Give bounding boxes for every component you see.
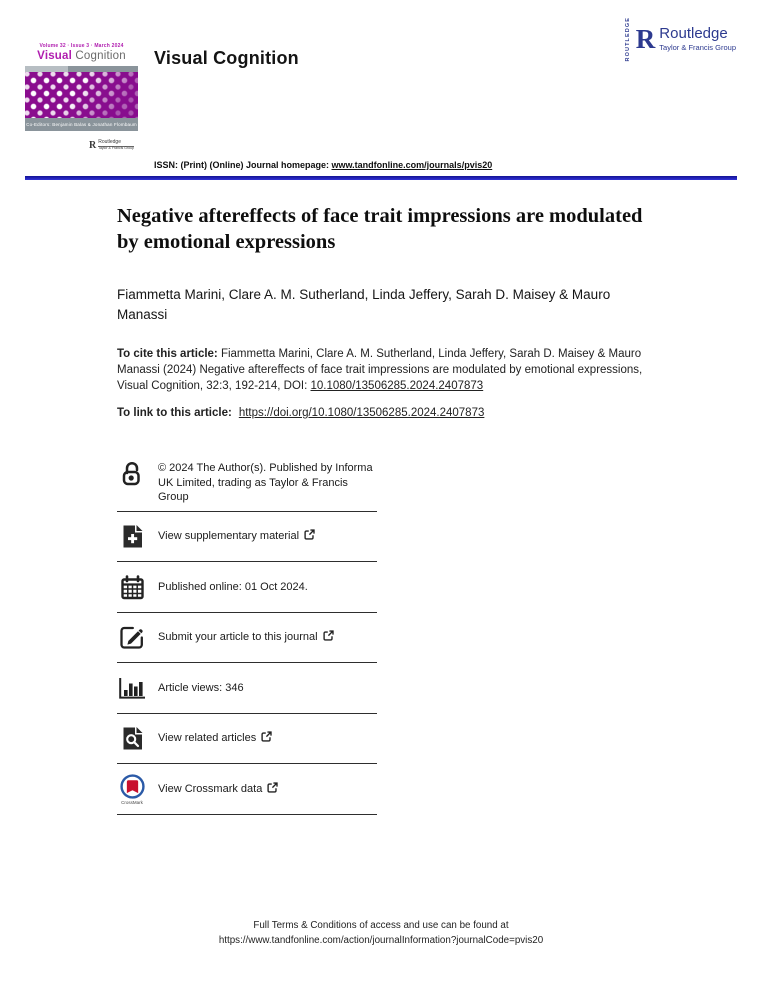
cover-artwork — [25, 66, 138, 131]
external-link-icon — [304, 529, 315, 540]
article-link-line: To link to this article: https://doi.org/10.1080/13506285.2024.2407873 — [117, 406, 485, 419]
terms-url: https://www.tandfonline.com/action/journalInformation?journalCode=pvis20 — [218, 934, 544, 946]
crossmark-logo-icon — [117, 774, 147, 805]
external-link-icon — [261, 731, 272, 742]
crossmark-row[interactable] — [117, 764, 377, 815]
article-authors: Fiammetta Marini, Clare A. M. Sutherland, Linda Jeffery, Sarah D. Maisey & Mauro Manassi — [117, 287, 611, 323]
cover-routledge-mini-logo: R Routledge Taylor & Francis Group — [88, 139, 134, 151]
cover-journal-title: Visual Cognition — [37, 50, 126, 62]
citation-block: To cite this article: Fiammetta Marini, Clare A. M. Sutherland, Linda Jeffery, Sarah D. Maisey & Mauro Manassi (2024) Negative aftereffects of face trait impressions are modulated by emotional expressions, Visual Cognition, 32:3, 192-214, DOI: 10.1080/13506285.2024.2407873 — [117, 347, 643, 392]
article-views-text: Article views: 346 — [158, 681, 244, 694]
license-row — [117, 452, 377, 512]
submit-article-link[interactable]: Submit your article to this journal — [158, 630, 334, 645]
journal-title-heading: Visual Cognition — [154, 48, 299, 68]
external-link-icon — [323, 630, 334, 641]
routledge-logo — [626, 17, 736, 61]
article-actions-list — [117, 452, 377, 815]
license-text: © 2024 The Author(s). Published by Informa UK Limited, trading as Taylor & Francis Group — [158, 462, 373, 504]
bar-chart-icon — [117, 678, 147, 699]
pencil-square-icon — [117, 626, 147, 649]
article-views-row — [117, 663, 377, 714]
submit-article-row[interactable] — [117, 613, 377, 664]
terms-footer — [0, 919, 762, 948]
published-online-row — [117, 562, 377, 613]
routledge-r-mark-icon: R — [635, 23, 656, 54]
supplementary-row[interactable] — [117, 512, 377, 563]
journal-cover-thumbnail — [25, 43, 138, 151]
cover-dot-pattern — [25, 72, 138, 118]
view-crossmark-link[interactable]: View Crossmark data — [158, 782, 278, 797]
routledge-tagline: Taylor & Francis Group — [659, 43, 736, 53]
routledge-name: Routledge — [659, 25, 728, 43]
document-plus-icon — [117, 524, 147, 549]
article-header — [117, 203, 657, 419]
terms-line: Full Terms & Conditions of access and use can be found at — [253, 920, 509, 931]
doi-link[interactable]: 10.1080/13506285.2024.2407873 — [310, 379, 484, 392]
view-related-articles-link[interactable]: View related articles — [158, 731, 272, 746]
issn-line: ISSN: (Print) (Online) Journal homepage: www.tandfonline.com/journals/pvis20 — [154, 160, 493, 170]
calendar-icon — [117, 575, 147, 600]
cover-volume-line: Volume 32 · Issue 3 · March 2024 — [39, 43, 124, 49]
crossmark-label: CrossMark — [121, 799, 143, 805]
cover-top-strip — [25, 66, 138, 72]
journal-homepage-link[interactable]: www.tandfonline.com/journals/pvis20 — [331, 160, 493, 170]
article-title: Negative aftereffects of face trait impressions are modulated by emotional expressions — [117, 205, 643, 254]
related-articles-row[interactable] — [117, 714, 377, 765]
cover-editors-band: Co-Editors: Benjamin Balas & Jonathan Flombaum — [25, 118, 138, 131]
article-doi-url-link[interactable]: https://doi.org/10.1080/13506285.2024.2407873 — [238, 406, 485, 419]
mini-r-mark-icon: R — [88, 140, 97, 151]
external-link-icon — [267, 782, 278, 793]
open-access-lock-icon — [117, 461, 147, 486]
view-supplementary-link[interactable]: View supplementary material — [158, 529, 315, 544]
published-online-text: Published online: 01 Oct 2024. — [158, 580, 308, 593]
masthead-divider — [25, 176, 737, 180]
document-search-icon — [117, 726, 147, 751]
routledge-vertical-text: ROUTLEDGE — [625, 17, 632, 62]
